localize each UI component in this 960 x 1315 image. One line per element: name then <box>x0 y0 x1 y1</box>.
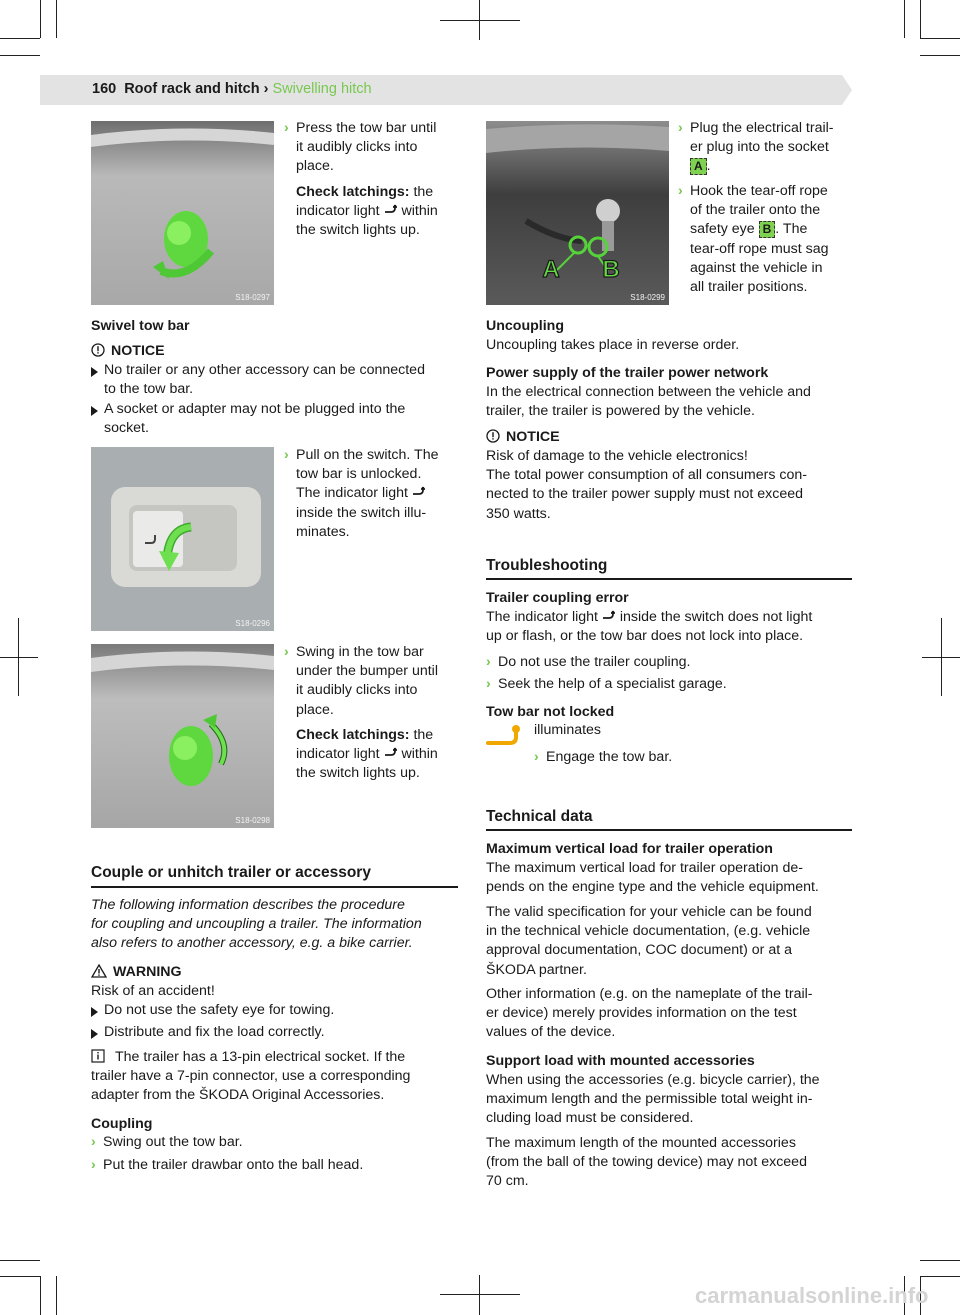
chevron-right-icon: › <box>486 654 491 670</box>
figure-id: S18-0298 <box>235 816 270 825</box>
socket-label-a: A <box>690 158 707 175</box>
step-press-tow-bar <box>284 119 464 179</box>
notice-label: NOTICE <box>506 429 560 445</box>
tow-hitch-indicator-icon <box>412 486 426 498</box>
check-text: indicator light <box>296 746 380 763</box>
coupling-step-1 <box>91 1133 461 1153</box>
intro-line: for coupling and uncoupling a trailer. The information <box>91 916 422 933</box>
error-line: up or flash, or the tow bar does not lock into place. <box>486 628 804 645</box>
breadcrumb-subsection[interactable]: Swivelling hitch <box>272 81 372 97</box>
warning-triangle-icon <box>91 964 107 978</box>
power-line: In the electrical connection between the vehicle and <box>486 384 811 400</box>
check-latchings-1 <box>296 183 466 241</box>
notice-swivel <box>91 342 165 361</box>
step-line: Seek the help of a specialist garage. <box>498 676 727 692</box>
info-book-icon <box>91 1049 105 1063</box>
step-line: place. <box>296 701 334 718</box>
check-text: within <box>397 203 438 220</box>
support-line: cluding load must be considered. <box>486 1110 694 1127</box>
notice-line: to the tow bar. <box>104 381 194 398</box>
coupling-step-2 <box>91 1156 461 1176</box>
error-step-2 <box>486 675 856 695</box>
info-circle-icon <box>486 429 500 443</box>
step-line: under the bumper until <box>296 663 438 680</box>
step-line: Plug the electrical trail- <box>690 120 834 136</box>
step-line: Do not use the trailer coupling. <box>498 654 691 670</box>
coupling-error-text <box>486 608 856 646</box>
notice-line: The total power consumption of all consumers con- <box>486 467 807 484</box>
bullet-triangle-icon <box>91 406 98 416</box>
support-text <box>486 1071 856 1129</box>
page-number: 160 <box>92 81 117 97</box>
warning-text: Risk of an accident! <box>91 983 215 999</box>
support-title: Support load with mounted accessories <box>486 1053 755 1069</box>
step-line: minates. <box>296 523 350 540</box>
safety-eye-label-b: B <box>759 221 776 238</box>
bullet-triangle-icon <box>91 1007 98 1017</box>
other-line: Other information (e.g. on the nameplate of the trail- <box>486 986 813 1002</box>
info-line: The trailer has a 13-pin electrical socket. If the <box>115 1049 406 1065</box>
header-arrow <box>842 75 852 105</box>
chevron-right-icon: › <box>91 1134 96 1150</box>
swivel-title: Swivel tow bar <box>91 318 190 334</box>
uncoupling-text: Uncoupling takes place in reverse order. <box>486 337 740 353</box>
chevron-right-icon: › <box>284 120 289 136</box>
info-circle-icon <box>91 343 105 357</box>
bullet-triangle-icon <box>91 367 98 377</box>
step-line: Put the trailer drawbar onto the ball head. <box>103 1157 364 1173</box>
intro-text <box>91 896 463 954</box>
warning-label: WARNING <box>113 964 182 980</box>
error-step-1 <box>486 653 856 673</box>
step-line: Pull on the switch. The <box>296 447 439 463</box>
step-line: Swing out the tow bar. <box>103 1134 243 1150</box>
error-line: The indicator light <box>486 609 598 625</box>
heading-rule <box>486 578 852 580</box>
check-text: within <box>397 746 438 763</box>
towbar-illuminates: illuminates <box>534 722 602 738</box>
check-text: the switch lights up. <box>296 765 420 782</box>
step-line: Engage the tow bar. <box>546 749 673 765</box>
maxload-line: pends on the engine type and the vehicle equipment. <box>486 879 819 896</box>
notice-item-2 <box>104 400 464 438</box>
step-line: safety eye <box>690 221 755 238</box>
notice-line: socket. <box>104 420 149 437</box>
socket-safety-eye-illustration <box>486 121 669 305</box>
figure-id: S18-0299 <box>630 293 665 302</box>
section-heading-troubleshooting: Troubleshooting <box>486 557 608 574</box>
tow-hitch-indicator-icon <box>602 610 616 622</box>
valid-line: approval documentation, COC document) or at a <box>486 942 792 959</box>
check-text: the switch lights up. <box>296 222 420 239</box>
chevron-right-icon: › <box>678 120 683 136</box>
valid-line: ŠKODA partner. <box>486 961 587 978</box>
notice-line: 350 watts. <box>486 505 551 522</box>
info-line: adapter from the ŠKODA Original Accessories. <box>91 1087 385 1104</box>
chevron-right-icon: › <box>284 447 289 463</box>
notice-line: A socket or adapter may not be plugged into the <box>104 401 406 417</box>
notice-power <box>486 428 560 447</box>
step-line: against the vehicle in <box>690 259 823 276</box>
step-line: er plug into the socket <box>690 139 829 156</box>
step-line: Hook the tear-off rope <box>690 183 828 199</box>
check-text: indicator light <box>296 203 380 220</box>
power-line: trailer, the trailer is powered by the vehicle. <box>486 403 755 420</box>
step-line: it audibly clicks into <box>296 139 418 156</box>
figure-id: S18-0296 <box>235 619 270 628</box>
step-line: tear-off rope must sag <box>690 240 829 257</box>
tow-bar-press-illustration <box>91 121 274 305</box>
heading-rule <box>486 829 852 831</box>
check-text: the <box>409 184 434 200</box>
chevron-right-icon: › <box>678 183 683 199</box>
step-swing-in <box>284 643 464 723</box>
chevron-right-icon: › <box>534 749 539 765</box>
step-line: . <box>706 158 711 175</box>
step-line: The indicator light <box>296 485 408 502</box>
warning-heading <box>91 963 182 982</box>
step-line: Swing in the tow bar <box>296 644 424 660</box>
uncoupling-title: Uncoupling <box>486 318 565 334</box>
figure-label-a: A <box>542 256 560 283</box>
figure-tow-bar-swing-in <box>91 644 274 828</box>
coupling-error-title: Trailer coupling error <box>486 590 629 606</box>
heading-rule <box>91 886 458 888</box>
notice-item-1 <box>104 361 464 399</box>
figure-tow-bar-press <box>91 121 274 305</box>
step-pull-switch <box>284 446 464 546</box>
other-info-text <box>486 985 856 1043</box>
figure-label-b: B <box>602 256 620 283</box>
breadcrumb <box>92 81 372 97</box>
warning-item-1: Do not use the safety eye for towing. <box>104 1002 335 1018</box>
check-latchings-2 <box>296 726 466 784</box>
step-line: . The <box>775 221 808 238</box>
step-line: all trailer positions. <box>690 279 808 296</box>
step-line: inside the switch illu- <box>296 504 427 521</box>
figure-id: S18-0297 <box>235 293 270 302</box>
watermark: carmanualsonline.info <box>695 1283 929 1308</box>
towbar-step <box>534 748 834 768</box>
support-line: When using the accessories (e.g. bicycle carrier), the <box>486 1072 820 1088</box>
maxlen-line: The maximum length of the mounted accessories <box>486 1135 796 1151</box>
power-text <box>486 383 856 421</box>
support-line: maximum length and the permissible total weight in- <box>486 1091 813 1108</box>
other-line: values of the device. <box>486 1024 616 1041</box>
step-hook-rope <box>678 182 858 302</box>
coupling-title: Coupling <box>91 1116 153 1132</box>
tow-hitch-indicator-icon <box>384 204 398 216</box>
maxlen-line: (from the ball of the towing device) may not exceed <box>486 1154 807 1171</box>
check-label: Check latchings: <box>296 727 410 743</box>
info-note <box>91 1048 463 1106</box>
chevron-right-icon: › <box>284 644 289 660</box>
max-length-text <box>486 1134 856 1192</box>
check-text: the <box>409 727 434 743</box>
towbar-title: Tow bar not locked <box>486 704 615 720</box>
figure-switch-pull <box>91 447 274 631</box>
step-line: it audibly clicks into <box>296 682 418 699</box>
step-line: place. <box>296 158 334 175</box>
step-line: Press the tow bar until <box>296 120 437 136</box>
breadcrumb-section[interactable]: Roof rack and hitch <box>124 81 260 97</box>
section-heading-couple: Couple or unhitch trailer or accessory <box>91 864 371 881</box>
breadcrumb-separator: › <box>259 81 273 97</box>
notice-line: nected to the trailer power supply must not exceed <box>486 486 804 503</box>
notice-line: No trailer or any other accessory can be connected <box>104 362 425 378</box>
warning-item-2: Distribute and fix the load correctly. <box>104 1024 325 1040</box>
maxload-text <box>486 859 856 897</box>
intro-line: also refers to another accessory, e.g. a bike carrier. <box>91 935 413 952</box>
step-line: tow bar is unlocked. <box>296 466 422 483</box>
other-line: er device) merely provides information on the test <box>486 1005 797 1022</box>
power-title: Power supply of the trailer power network <box>486 365 769 381</box>
notice-line: Risk of damage to the vehicle electronics! <box>486 448 748 464</box>
valid-spec-text <box>486 903 856 980</box>
section-heading-technical-data: Technical data <box>486 808 593 825</box>
step-line: of the trailer onto the <box>690 202 821 219</box>
tow-bar-warning-icon <box>486 724 522 748</box>
error-line: inside the switch does not light <box>615 609 813 625</box>
tow-bar-swing-illustration <box>91 644 274 828</box>
notice-label: NOTICE <box>111 343 165 359</box>
info-line: trailer have a 7-pin connector, use a corresponding <box>91 1068 411 1085</box>
check-label: Check latchings: <box>296 184 410 200</box>
valid-line: The valid specification for your vehicle can be found <box>486 904 812 920</box>
figure-socket-safety-eye <box>486 121 669 305</box>
maxlen-line: 70 cm. <box>486 1173 529 1190</box>
maxload-title: Maximum vertical load for trailer operation <box>486 841 773 857</box>
tow-hitch-indicator-icon <box>384 747 398 759</box>
switch-pull-illustration <box>91 447 274 631</box>
chevron-right-icon: › <box>486 676 491 692</box>
intro-line: The following information describes the procedure <box>91 897 405 913</box>
step-plug-electrical <box>678 119 858 179</box>
maxload-line: The maximum vertical load for trailer operation de- <box>486 860 803 876</box>
valid-line: in the technical vehicle documentation, (e.g. vehicle <box>486 923 811 940</box>
notice-power-text <box>486 447 856 524</box>
bullet-triangle-icon <box>91 1029 98 1039</box>
chevron-right-icon: › <box>91 1157 96 1173</box>
